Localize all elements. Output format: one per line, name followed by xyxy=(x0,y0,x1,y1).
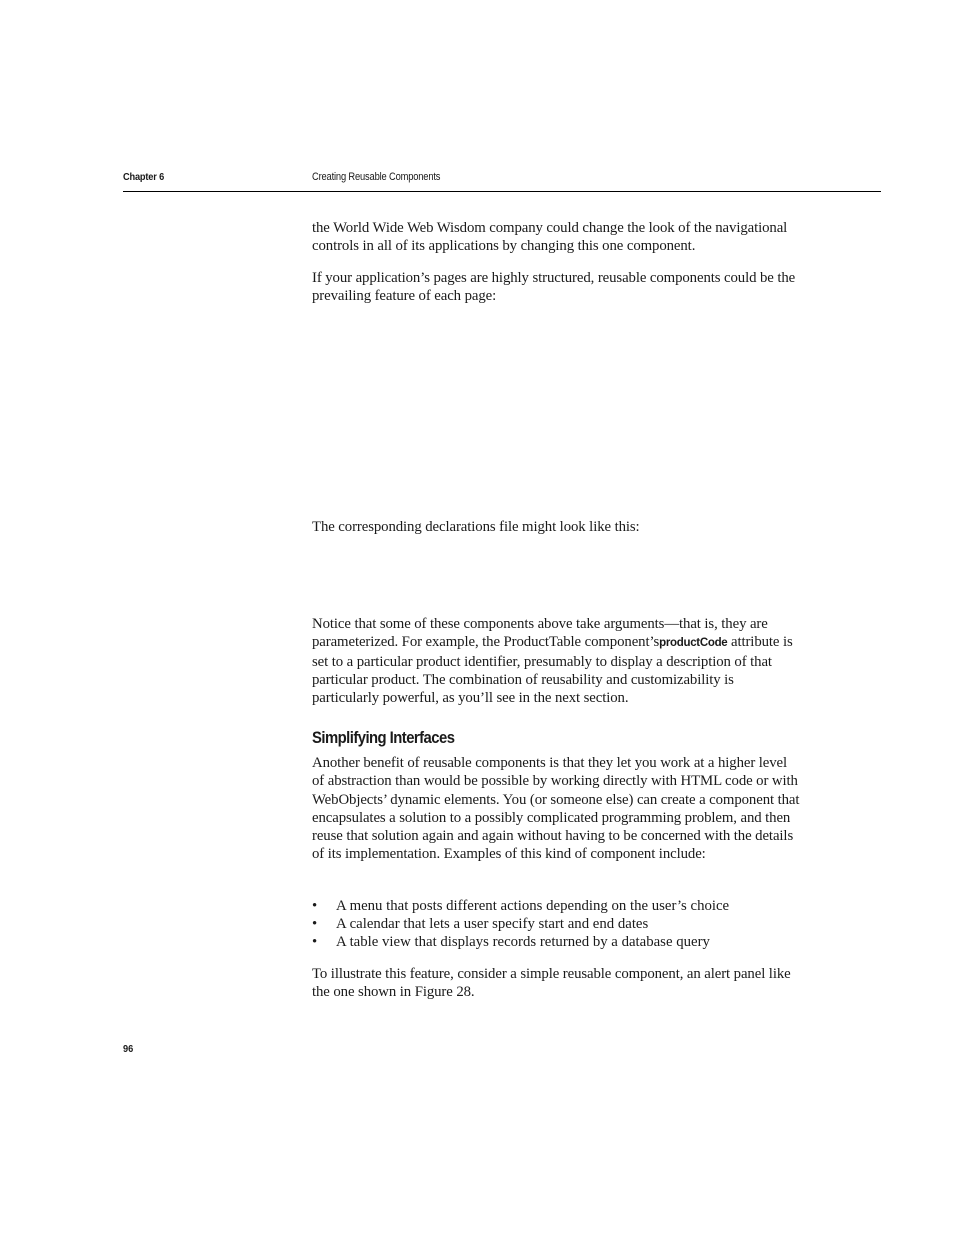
list-item-text: A table view that displays records returned by a database query xyxy=(336,934,710,951)
paragraph-4-text-after: attribute is set to a particular product identifier, presumably to display a description of that particular product. The combination of reusability and customizability is particularly powerful, as you’ll see in the next section. xyxy=(312,634,793,707)
chapter-label: Chapter 6 xyxy=(123,171,165,183)
list-item xyxy=(312,915,729,933)
bullet-icon: • xyxy=(312,916,318,933)
code-product-code: productCode xyxy=(659,637,728,650)
running-header-title: Creating Reusable Components xyxy=(312,171,441,183)
bullet-icon: • xyxy=(312,898,318,914)
examples-list xyxy=(312,897,729,952)
body-paragraph-4 xyxy=(312,615,802,707)
page-number: 96 xyxy=(123,1043,134,1055)
paragraph-4-text-before: Notice that some of these components above take arguments—that is, they are parameterized. For example, the ProductTable component’s xyxy=(312,616,768,651)
section-heading: Simplifying Interfaces xyxy=(312,729,455,747)
list-item-text: A menu that posts different actions depending on the user’s choice xyxy=(336,898,730,914)
list-item xyxy=(312,933,729,951)
body-paragraph-3: The corresponding declarations file might look like this: xyxy=(312,519,640,535)
body-paragraph-6: To illustrate this feature, consider a simple reusable component, an alert panel like the one shown in Figure 28. xyxy=(312,966,791,1001)
list-item xyxy=(312,897,729,915)
bullet-icon: • xyxy=(312,934,318,951)
body-paragraph-2: If your application’s pages are highly structured, reusable components could be the prevailing feature of each page: xyxy=(312,270,796,305)
header-divider xyxy=(123,191,881,192)
body-paragraph-1: the World Wide Web Wisdom company could change the look of the navigational controls in all of its applications by changing this one component. xyxy=(312,220,788,255)
body-paragraph-5: Another benefit of reusable components is that they let you work at a higher level of abstraction than would be possible by working directly with HTML code or with WebObjects’ dynamic elements. You (or someone else) can create a component that encapsulates a solution to a possibly complicated programming problem, and then reuse that solution again and again without having to be concerned with the details of its implementation. Examples of this kind of component include: xyxy=(312,755,800,863)
list-item-text: A calendar that lets a user specify start and end dates xyxy=(336,916,649,933)
